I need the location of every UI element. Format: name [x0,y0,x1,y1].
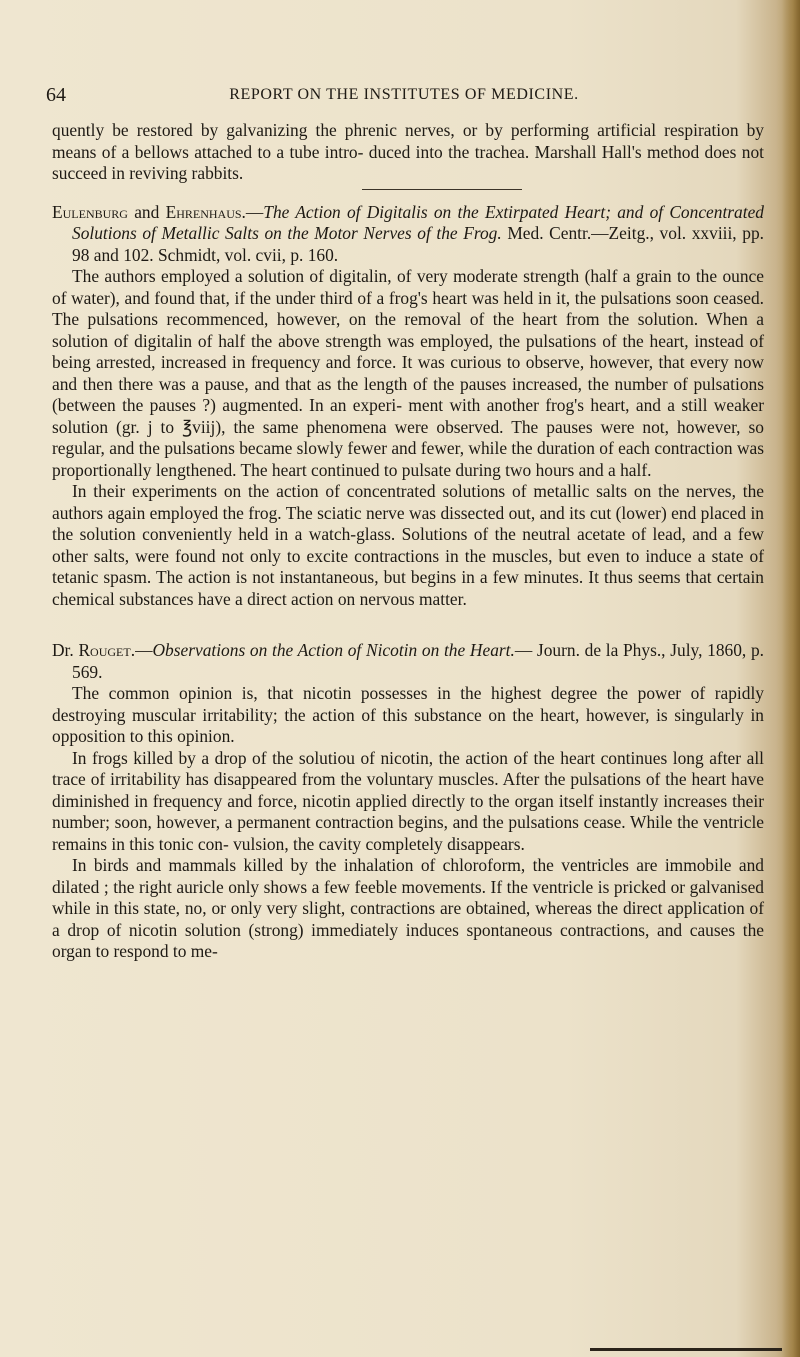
article-title: The Action of Digitalis on the Extirpated Heart; and of Concentrated Solutions of Metallic Salts on the Motor Nerves of the Frog. [72,201,765,243]
continuation-paragraph: quently be restored by galvanizing the phrenic nerves, or by performing artificial respiration by means of a bellows attached to a tube intro- duced into the trachea. Marshall Hall's method does not succeed in reviving rabbits. [52,120,764,183]
page-number: 64 [46,84,66,106]
article-citation: Med. Centr.—Zeitg., vol. xxviii, pp. 98 and 102. Schmidt, vol. cvii, p. 160. [72,223,764,265]
article-heading-eulenburg [52,202,764,267]
article-title: Observations on the Action of Nicotin on the Heart. [152,640,515,660]
page-edge-shadow [782,0,800,1357]
body-paragraph: In frogs killed by a drop of the solutiou of nicotin, the action of the heart continues long after all trace of irritability has disappeared from the voluntary muscles. After the pulsations of the heart have diminished in frequency and force, nicotin applied directly to the organ itself instantly increases their number; soon, however, a permanent contraction begins, and the pulsations cease. While the ventricle remains in this tonic con- vulsion, the cavity completely disappears. [52,747,764,854]
author-name: Eulenburg [52,201,128,222]
heading-dash: .— [130,640,153,660]
section-divider [362,189,522,190]
body-paragraph: In their experiments on the action of concentrated solutions of metallic salts on the nerves, the authors again employed the frog. The sciatic nerve was dissected out, and its cut (lower) end placed in the solution conveniently held in a watch-glass. Solutions of the neutral acetate of lead, and a few other salts, were found not only to excite contractions in the muscles, but even to induce a state of tetanic spasm. The action is not instantaneous, but begins in a few minutes. It thus seems that certain chemical substances have a direct action on nervous matter. [52,481,764,609]
author-name: Rouget [78,640,131,660]
body-paragraph: The authors employed a solution of digitalin, of very moderate strength (half a grain to the ounce of water), and found that, if the under third of a frog's heart was held in it, the pulsations soon ceased. The pulsations recommenced, however, on the removal of the heart from the solution. When a solution of digitalin of half the above strength was employed, the pulsations of the heart, instead of being arrested, increased in frequency and force. It was curious to observe, however, that every now and then there was a pause, and that as the length of the pauses increased, the number of pulsations (between the pauses ?) augmented. In an experi- ment with another frog's heart, and a still weaker solution (gr. j to ℥viij), the same phenomena were observed. The pauses were not, however, so regular, and the pulsations became slowly fewer and fewer, while the duration of each contraction was proportionally lengthened. The heart continued to pulsate during two hours and a half. [52,266,764,480]
author-prefix: Dr. [52,640,79,660]
heading-dash: .— [241,201,264,222]
section-gap [52,610,764,640]
body-paragraph: The common opinion is, that nicotin possesses in the highest degree the power of rapidly destroying muscular irritability; the action of this substance on the heart, however, is singularly in opposition to this opinion. [52,683,764,746]
article-citation: — Journ. de la Phys., July, 1860, p. 569. [72,640,765,682]
author-name: Ehrenhaus [165,201,242,222]
page-header [46,84,762,110]
body-paragraph: In birds and mammals killed by the inhalation of chloroform, the ventricles are immobile and dilated ; the right auricle only shows a few feeble movements. If the ventricle is pricked or galvanised while in this state, no, or only very slight, contractions are obtained, whereas the direct application of a drop of nicotin solution (strong) immediately induces spontaneous contractions, and causes the organ to respond to me- [52,855,764,961]
scan-artifact-bar [590,1348,782,1351]
page-body [52,120,764,963]
running-head: REPORT ON THE INSTITUTES OF MEDICINE. [229,86,579,103]
article-heading-rouget [52,640,764,683]
author-conjunction: and [127,201,166,222]
